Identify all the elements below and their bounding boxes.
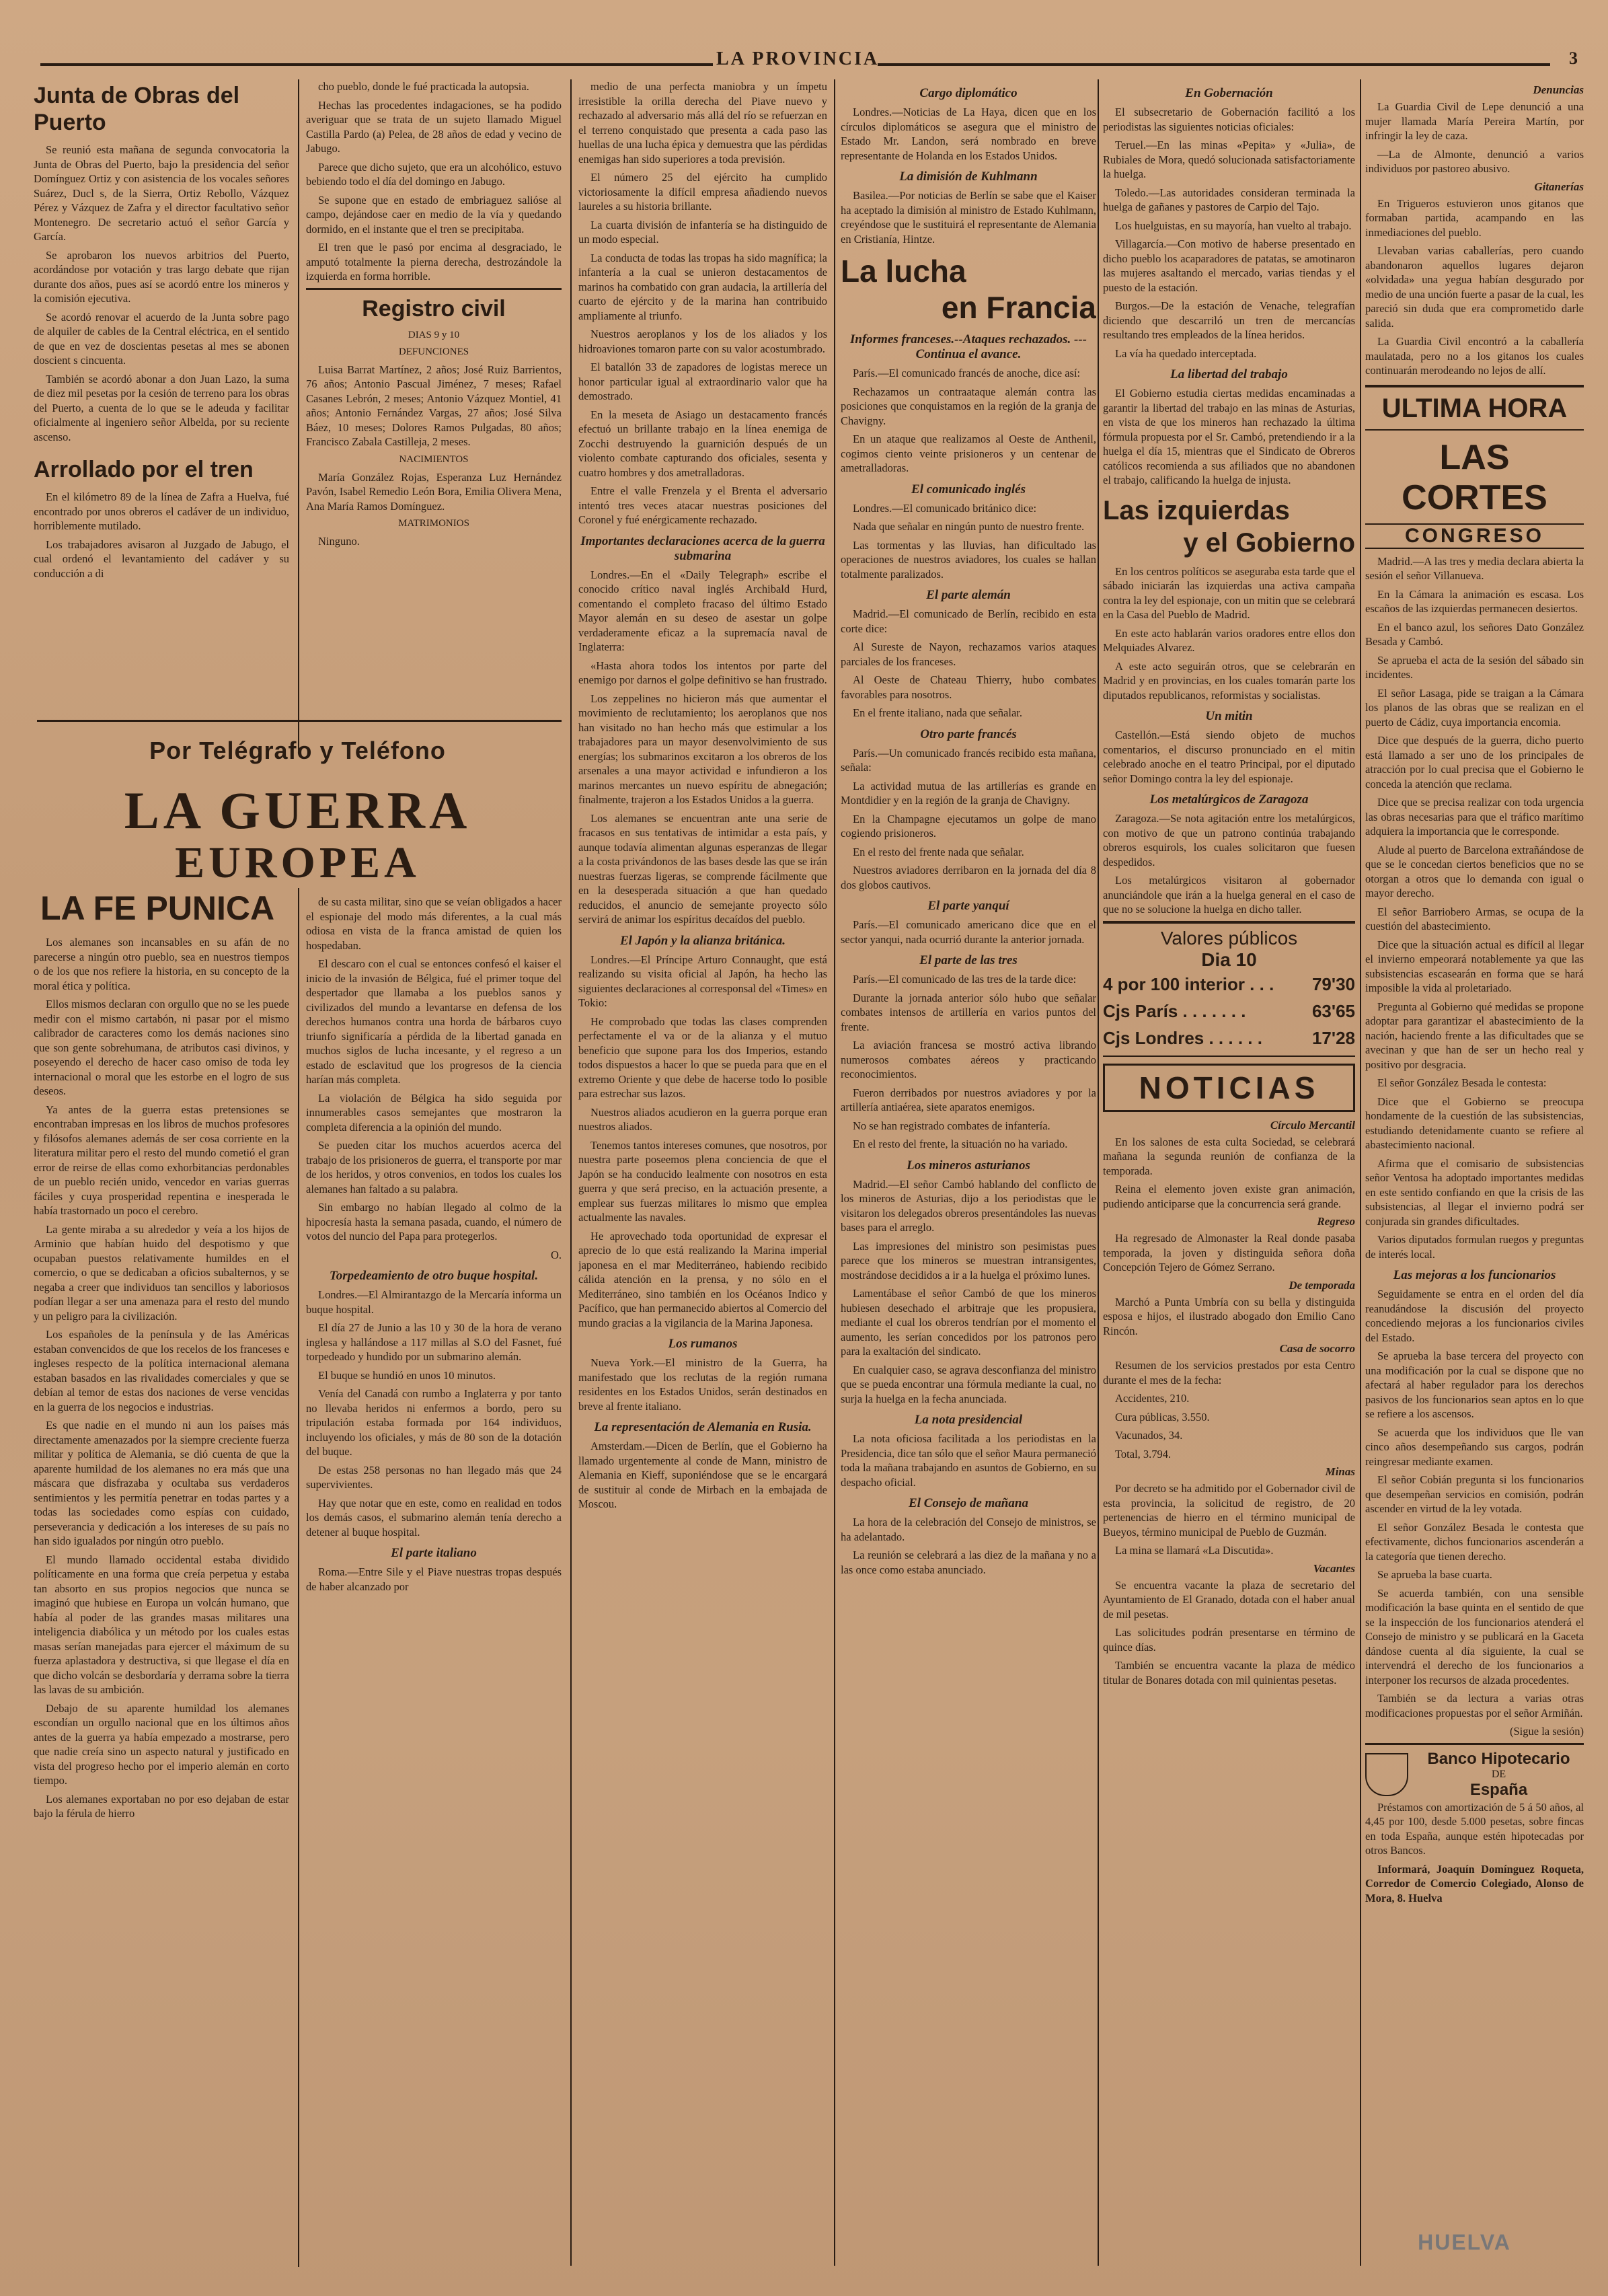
article-paragraph: La Guardia Civil de Lepe denunció a una mujer llamada María Pereira Martín, por infringir la ley de caza.	[1365, 100, 1584, 142]
article-paragraph: Amsterdam.—Dicen de Berlín, que el Gobierno ha llamado urgentemente al conde de Mann, ministro de Alemania en Kieff, suponiéndose que se le encargará de sustituir al conde de Mirbach en la embajada de Moscou.	[578, 1440, 827, 1510]
coat-of-arms-icon	[1365, 1753, 1408, 1796]
article-paragraph: La cuarta división de infantería se ha distinguido de un modo especial.	[578, 218, 827, 246]
headline-dimision: La dimisión de Kuhlmann	[899, 170, 1038, 184]
headline-parte-italiano: El parte italiano	[391, 1546, 477, 1560]
article-paragraph: Marchó a Punta Umbría con su bella y distinguida esposa e hijos, el ilustrado abogado don Emilio Cano Rincón.	[1103, 1295, 1355, 1337]
registro-dias: DIAS 9 y 10	[408, 329, 460, 340]
article-paragraph: No se han registrado combates de infantería.	[853, 1119, 1050, 1132]
article-paragraph: Londres.—En el «Daily Telegraph» escribe el conocido crítico naval inglés Archibald Hurd, comentando el completo fracaso del último Estado Mayor alemán en su deseo de asestar un golpe verdaderamente eficaz a la supremacía naval de Inglaterra:	[578, 568, 827, 653]
article-paragraph: En este acto hablarán varios oradores entre ellos don Melquiades Alvarez.	[1103, 626, 1355, 654]
article-paragraph: En el resto del frente, la situación no ha variado.	[853, 1138, 1068, 1150]
article-paragraph: Zaragoza.—Se nota agitación entre los metalúrgicos, con motivo de que un patrono continúa trabajando obreros esquirols, los cuales solicitaron que fuesen despedidos.	[1103, 812, 1355, 868]
headline-temporada: De temporada	[1289, 1278, 1355, 1292]
article-paragraph: El señor González Besada le contesta:	[1377, 1076, 1547, 1089]
article-paragraph: Vacunados, 34.	[1115, 1429, 1183, 1442]
article-paragraph: En la Champagne ejecutamos un golpe de mano cogiendo prisioneros.	[841, 812, 1096, 840]
article-paragraph: Burgos.—De la estación de Venache, telegrafían diciendo que descarriló un tren de mercancías resultando tres empleados de la línea heridos.	[1103, 299, 1355, 341]
article-paragraph: Se acuerda que los individuos que lle van cinco años desempeñando sus cargos, podrán reingresar mediante examen.	[1365, 1425, 1584, 1468]
article-paragraph: Se reunió esta mañana de segunda convocatoria la Junta de Obras del Puerto, bajo la presidencia del señor Domínguez Ortiz y con asistencia de los vocales señores Suárez, Ducl s, de la Sierra, Ortiz Rebollo, Vázquez Pérez y Vázquez de Zafra y el director facultativo señor Montenegro. De secretario actuó el señor García y García.	[34, 143, 289, 243]
headline-gobernacion: En Gobernación	[1185, 86, 1273, 100]
article-paragraph: La mina se llamará «La Discutida».	[1115, 1544, 1274, 1557]
article-paragraph: Se aprobaron los nuevos arbitrios del Puerto, acordándose por votación y tras largo debate que rijan durante dos años, pues así se acordó entre los mineros y la comisión ejecutiva.	[34, 248, 289, 305]
article-paragraph: El mundo llamado occidental estaba dividido políticamente en una forma que creía perpetua y estaba tan absorto en sus propios negocios que nunca se imaginó que hubiese en Europa un volcán humano, que había al poder de las grandes masas militares una inteligencia diabólica y un método por los cuales estas masas serían manejadas para ejercer el máximum de su fuerza aplastadora y destructiva, si que llegase el día en que dicho volcán se desbordaría y derrama sobre la tierra las lavas de su ambición.	[34, 1553, 289, 1696]
article-paragraph: «Hasta ahora todos los intentos por parte del enemigo por darnos el golpe definitivo se han frustrado.	[578, 659, 827, 686]
banco-info: Informará, Joaquín Domínguez Roqueta, Corredor de Comercio Colegiado, Alonso de Mora, 8. Huelva	[1365, 1862, 1584, 1904]
article-paragraph: Total, 3.794.	[1115, 1447, 1172, 1460]
article-paragraph: Villagarcía.—Con motivo de haberse presentado en dicho pueblo los acaparadores de patatas, se amotinaron las mujeres asaltando el mercado, varias tiendas y el puesto de la estación.	[1103, 237, 1355, 294]
congreso: CONGRESO	[1365, 523, 1584, 549]
signature: O.	[550, 1248, 562, 1261]
article-paragraph: Se aprueba el acta de la sesión del sábado sin incidentes.	[1365, 653, 1584, 681]
article-paragraph: En el kilómetro 89 de la línea de Zafra a Huelva, fué encontrado por unos obreros el cadáver de un individuo, horriblemente mutilado.	[34, 490, 289, 532]
article-paragraph: de su casta militar, sino que se veían obligados a hacer el espionaje del modo más diferentes, a la cual más odiosa en vista de la franca amistad de quien los hospedaban.	[306, 895, 562, 952]
column-rule	[298, 79, 299, 752]
article-paragraph: Reina el elemento joven existe gran animación, pudiendo anticiparse que la concurrencia será grande.	[1103, 1183, 1355, 1210]
article-paragraph: Madrid.—El señor Cambó hablando del conflicto de los mineros de Asturias, dijo a los periodistas que le visitaron los delegados obreros presentándoles las nuevas bases para el arreglo.	[841, 1177, 1096, 1234]
ultima-hora: ULTIMA HORA	[1365, 385, 1584, 431]
article-paragraph: El señor Barriobero Armas, se ocupa de la cuestión del abastecimiento.	[1365, 905, 1584, 932]
article-paragraph: La conducta de todas las tropas ha sido magnífica; la infantería a la cual se unieron destacamentos de marinos ha combatido con gran audacia, la artillería del cuarto de ejército y de la marina han contribuido ampliamente al triunfo.	[578, 251, 827, 322]
headline-minas: Minas	[1325, 1465, 1355, 1478]
article-paragraph: Al Oeste de Chateau Thierry, hubo combates favorables para nosotros.	[841, 673, 1096, 701]
article-paragraph: Sin embargo no habían llegado al colmo de la hipocresía hasta la semana pasada, cuando, el número de votos del nuncio del Papa para protegerlos.	[306, 1201, 562, 1243]
article-paragraph: Entre el valle Frenzela y el Brenta el adversario intentó tres veces atacar nuestras posiciones del Coronel y fué enérgicamente rechazado.	[578, 484, 827, 526]
article-paragraph: Dice que se precisa realizar con toda urgencia las obras necesarias para que el tráfico marítimo adquiera la importancia que le corresponde.	[1365, 796, 1584, 838]
article-paragraph: En el banco azul, los señores Dato González Besada y Cambó.	[1365, 620, 1584, 648]
article-paragraph: Londres.—El comunicado británico dice:	[853, 501, 1037, 515]
headline-fe-punica: LA FE PUNICA	[40, 889, 275, 927]
article-paragraph: También se acordó abonar a don Juan Lazo, la suma de diez mil pesetas por la cesión de terreno para los obras del Puerto, a cuenta de lo que se le adeuda y facilitar oficialmente al ingeniero señor Albelda, por su reciente ascenso.	[34, 372, 289, 443]
article-paragraph: Ya antes de la guerra estas pretensiones se encontraban impresas en los libros de muchos profesores y filósofos alemanes además de ser cosa corriente en la literatura militar pero el resto del mundo cometió el gran error de reirse de ellas como exhorbitancias perdonables de un pueblo recién unido, vencedor en varias guerras fáciles y cuya prosperidad repentina e inesperada le había trastornado un poco el cerebro.	[34, 1103, 289, 1217]
headline-nota: La nota presidencial	[914, 1413, 1023, 1427]
valores-dia: Dia 10	[1201, 949, 1257, 970]
article-paragraph: —La de Almonte, denunció a varios individuos por pastoreo abusivo.	[1365, 147, 1584, 175]
article-paragraph: Parece que dicho sujeto, que era un alcohólico, estuvo bebiendo todo el día del domingo en Jabugo.	[306, 160, 562, 188]
matrimonios-label: MATRIMONIOS	[398, 518, 469, 529]
headline-ingles: El comunicado inglés	[911, 482, 1026, 496]
article-paragraph: Es que nadie en el mundo ni aun los países más directamente amenazados por la siempre creciente fuerza militar y política de Alemania, se dió cuenta de que la aparente humildad de los alemanes no era más que una máscara que disfrazaba y ocultaba sus verdaderos sentimientos y les permitía penetrar en todas partes y a todas las sociedades como espías con cuidado, perseverancia y dedicación a los intereses de su país no han sido igualados por ningún otro pueblo.	[34, 1419, 289, 1547]
archive-seal	[1392, 2230, 1537, 2255]
column-rule	[834, 79, 835, 2266]
headline-metalurgicos: Los metalúrgicos de Zaragoza	[1149, 792, 1309, 807]
column-rule	[298, 888, 299, 2267]
matrimonios-text: Ninguno.	[318, 535, 360, 548]
article-paragraph: Los huelguistas, en su mayoría, han vuelto al trabajo.	[1115, 219, 1352, 232]
article-paragraph: La hora de la celebración del Consejo de ministros, se ha adelantado.	[841, 1516, 1096, 1543]
article-paragraph: En el frente italiano, nada que señalar.	[853, 706, 1022, 719]
article-paragraph: El número 25 del ejército ha cumplido victoriosamente la difícil empresa añadiendo nuevos laureles a su historia brillante.	[578, 171, 827, 213]
headline-denuncias: Denuncias	[1533, 83, 1584, 96]
masthead-rule-right	[878, 63, 1550, 66]
headline-mejoras: Las mejoras a los funcionarios	[1393, 1268, 1556, 1282]
article-paragraph: La violación de Bélgica ha sido seguida por innumerables casos semejantes que mostraron la completa diferencia a la opinión del mundo.	[306, 1091, 562, 1134]
article-paragraph: El señor González Besada le contesta que efectivamente, dichos funcionarios ascenderán a la categoría que tienen derecho.	[1365, 1520, 1584, 1563]
valores-value: 79'30	[1311, 973, 1355, 994]
valores-label: Cjs Londres . . . . . .	[1103, 1027, 1262, 1048]
article-paragraph: Madrid.—El comunicado de Berlín, recibido en esta corte dice:	[841, 607, 1096, 635]
article-paragraph: Seguidamente se entra en el orden del día reanudándose la discusión del proyecto concediendo mejoras a los funcionarios civiles del Estado.	[1365, 1288, 1584, 1344]
headline-junta-obras: Junta de Obras del Puerto	[34, 83, 240, 135]
article-paragraph: He aprovechado toda oportunidad de expresar el aprecio de lo que está realizando la Marina imperial japonesa en el mar Mediterráneo, habiendo recibido cálida atención en la prensa, y no sólo en el Mediterráneo, sino también en los Océanos Indico y Pacífico, que han permanecido abiertos al Comercio del mundo gracias a la vigilancia de la Marina Japonesa.	[578, 1229, 827, 1329]
article-paragraph: Las solicitudes podrán presentarse en término de quince días.	[1103, 1626, 1355, 1654]
banco-text: Préstamos con amortización de 5 á 50 años, al 4,45 por 100, desde 5.000 pesetas, sobre fincas en toda España, aunque estén hipotecadas por otros Bancos.	[1365, 1800, 1584, 1857]
banco-ad	[1365, 1743, 1584, 1906]
seal-text: HUELVA	[1418, 2230, 1511, 2254]
headline-mineros: Los mineros asturianos	[907, 1158, 1030, 1173]
column-3	[578, 79, 827, 2266]
banner-europea: EUROPEA	[175, 838, 420, 887]
valores-value: 17'28	[1311, 1027, 1355, 1048]
article-paragraph: Los alemanes se encuentran ante una serie de fracasos en sus tentativas de intimidar a esta país, y aunque todavía alimentan algunas esperanzas de llegar a la costa privándonos de las bases desde las que se irán nuestras fuerzas ligeras, se comprende fácilmente que en la desesperada situación a que han quedado reducidos, el anuncio de semejante proyecto sólo servirá de animar los espíritus decaídos del pueblo.	[578, 811, 827, 926]
article-paragraph: En los salones de esta culta Sociedad, se celebrará mañana la segunda reunión de confianza de la temporada.	[1103, 1135, 1355, 1177]
headline-mitin: Un mitin	[1205, 709, 1253, 723]
column-2-top	[306, 79, 562, 685]
fe-punica-col1	[34, 935, 289, 2267]
headline-cargo: Cargo diplomático	[919, 86, 1018, 100]
article-paragraph: medio de una perfecta maniobra y un ímpetu irresistible la orilla derecha del Piave nuevo y rechazado al adversario más allá del río se refuerzan en el terreno conquistado que presenta a cada paso las huellas de una lucha épica y demuestra que las pérdidas enemigas han sido superiores a toda previsión.	[578, 80, 827, 165]
valores-row	[1103, 1025, 1355, 1051]
article-paragraph: He comprobado que todas las clases comprenden perfectamente el va or de la alianza y el mutuo beneficio que supone para los dos Imperios, estando todos dispuestos a hacer lo que se pueda para que en el extremo Oriente y que debe de hacerse todo lo posible para estrechar sus lazos.	[578, 1014, 827, 1100]
valores-label: Cjs París . . . . . . .	[1103, 1000, 1246, 1021]
article-paragraph: Castellón.—Está siendo objeto de muchos comentarios, el discurso pronunciado en el mitin celebrado anoche en el teatro Principal, por el diputado señor Domingo contra la ley del espionaje.	[1103, 729, 1355, 785]
column-rule	[1360, 79, 1361, 2266]
las-cortes: LAS CORTES	[1402, 437, 1547, 517]
headline-tres: El parte de las tres	[919, 953, 1018, 967]
article-paragraph: El día 27 de Junio a las 10 y 30 de la hora de verano inglesa y hallándose a 117 millas al S.O del Fasnet, fué torpedeado y hundido por un submarino alemán.	[306, 1321, 562, 1363]
article-paragraph: El Gobierno estudia ciertas medidas encaminadas a garantir la libertad del trabajo en las minas de Asturias, en vista de que los mineros han rechazado la última fórmula propuesta por el Sr. Cambó, pretendiendo ir a la huelga el día 15, mientras que el Sindicato de Obreros católicos recomienda a sus afiliados que no abandonen el trabajo, calificando la huelga de injusta.	[1103, 387, 1355, 486]
headline-aleman: El parte alemán	[926, 588, 1011, 602]
headline-la-lucha: La lucha	[841, 254, 966, 289]
headline-rumanos: Los rumanos	[668, 1337, 738, 1351]
article-paragraph: El subsecretario de Gobernación facilitó a los periodistas las siguientes noticias oficiales:	[1103, 106, 1355, 133]
article-paragraph: Londres.—Noticias de La Haya, dicen que en los círculos diplomáticos se asegura que el ministro de Estado Mr. Landon, será nombrado en breve representante de Holanda en los Estados Unidos.	[841, 106, 1096, 162]
article-paragraph: Se aprueba la base tercera del proyecto con una modificación por la cual se dispone que no afectará al haber regulador para los derechos pasivos de los funcionarios sean aptos en lo que se refiere a los ascensos.	[1365, 1349, 1584, 1420]
article-paragraph: Ha regresado de Almonaster la Real donde pasaba temporada, la joven y distinguida señora doña Concepción Tejero de Gómez Serrano.	[1103, 1232, 1355, 1273]
column-rule	[1098, 79, 1099, 2266]
article-paragraph: París.—Un comunicado francés recibido esta mañana, señala:	[841, 746, 1096, 774]
valores-label: 4 por 100 interior . . .	[1103, 973, 1274, 994]
article-paragraph: Pregunta al Gobierno qué medidas se propone adoptar para garantizar el abastecimiento de la nación, haciendo frente a las dificultades que se avecinan y que han de ser un hecho real y positivo por desgracia.	[1365, 1000, 1584, 1071]
article-paragraph: El señor Lasaga, pide se traigan a la Cámara los planos de las obras que se realizan en el puerto de Cádiz, cuya importancia encomia.	[1365, 686, 1584, 729]
headline-japon: El Japón y la alianza británica.	[620, 933, 786, 948]
article-paragraph: París.—El comunicado americano dice que en el sector yanqui, nada ocurrió durante la anterior jornada.	[841, 918, 1096, 946]
headline-socorro: Casa de socorro	[1279, 1342, 1355, 1355]
article-paragraph: Madrid.—A las tres y media declara abierta la sesión el señor Villanueva.	[1365, 554, 1584, 582]
article-paragraph: Llevaban varias caballerías, pero cuando abandonaron aquellos lugares dejaron «olvidada» una yegua habían desgurado por medio de una unción fuerte a pasar de la cual, les pareció sin duda que era comprometido darle salida.	[1365, 244, 1584, 330]
article-paragraph: Los metalúrgicos visitaron al gobernador anunciándole que irán a la huelga general en el caso de que no se solucione la huelga en dicho taller.	[1103, 874, 1355, 916]
article-paragraph: Se acuerda también, con una sensible modificación la base quinta en el sentido de que se la inspección de los funcionarios atenderá el Consejo de ministro y se publicará en la Gaceta dándose cuenta al día siguiente, la cual se intervendrá el derecho de los funcionarios a interponer los recursos de alzada procedentes.	[1365, 1586, 1584, 1687]
article-paragraph: El señor Cobián pregunta si los funcionarios que desempeñan servicios en comisión, podrán ascender en virtud de la ley votada.	[1365, 1473, 1584, 1515]
valores-row	[1103, 971, 1355, 998]
article-paragraph: También se encuentra vacante la plaza de médico titular de Bonares dotada con mil quinientas pesetas.	[1103, 1659, 1355, 1687]
article-paragraph: La reunión se celebrará a las diez de la mañana y no a las once como estaba anunciado.	[841, 1549, 1096, 1576]
article-paragraph: Hay que notar que en este, como en realidad en todos los demás casos, el submarino alemán tenía derecho a detener al buque hospital.	[306, 1496, 562, 1539]
article-paragraph: Los trabajadores avisaron al Juzgado de Jabugo, el cual ordenó el levantamiento del cadáver y su conducción a di	[34, 538, 289, 580]
article-paragraph: El buque se hundió en unos 10 minutos.	[318, 1368, 496, 1382]
masthead-rule-left	[40, 63, 713, 66]
article-paragraph: En Trigueros estuvieron unos gitanos que formaban partida, acampando en las inmediaciones del pueblo.	[1365, 196, 1584, 239]
headline-representacion: La representación de Alemania en Rusia.	[594, 1420, 812, 1434]
headline-registro-civil: Registro civil	[306, 288, 562, 322]
article-paragraph: Por decreto se ha admitido por el Gobernador civil de esta provincia, la solicitud de registro, de 20 pertenencias de hierro en el término municipal de Bueyos, término municipal de Pueblo de Guzmán.	[1103, 1482, 1355, 1539]
headline-vacantes: Vacantes	[1313, 1561, 1355, 1575]
article-paragraph: París.—El comunicado de las tres de la tarde dice:	[853, 973, 1077, 986]
article-paragraph: Debajo de su aparente humildad los alemanes escondían un orgullo nacional que en los últimos años antes de la guerra ya había empezado a mostrarse, pero que nadie creía sino un aspecto natural y justificado en vista del progreso hecho por el imperio alemán en corto tiempo.	[34, 1701, 289, 1787]
article-paragraph: Tenemos tantos intereses comunes, que nosotros, por nuestra parte poseemos plena conciencia de que el Japón se ha conducido lealmente con nosotros en esta guerra y que será preciso, en la actuación presente, a emplear sus fuerzas militares lo mismo que emplea actualmente las navales.	[578, 1138, 827, 1224]
valores-title: Valores públicos	[1160, 927, 1298, 949]
headline-circulo: Círculo Mercantil	[1270, 1118, 1355, 1132]
article-paragraph: Nueva York.—El ministro de la Guerra, ha manifestado que los reclutas de la región rumana residentes en los Estados Unidos, serán destinados en breve al frente italiano.	[578, 1356, 827, 1413]
article-paragraph: Londres.—El Príncipe Arturo Connaught, que está realizando su visita oficial al Japón, ha hecho las siguientes declaraciones al corresponsal del «Times» en Tokio:	[578, 953, 827, 1009]
article-paragraph: Alude al puerto de Barcelona extrañándose de que se le concedan ciertos beneficios que no se otorgan a otros que lo demanda con igual o mayor derecho.	[1365, 843, 1584, 899]
nacimientos-label: NACIMIENTOS	[399, 453, 469, 465]
article-paragraph: En cualquier caso, se agrava desconfianza del ministro que se pueda encontrar una fórmula mediante la cual, no surja la huelga en la fecha anunciada.	[841, 1363, 1096, 1405]
noticias-title: NOTICIAS	[1103, 1064, 1355, 1112]
article-paragraph: París.—El comunicado francés de anoche, dice así:	[853, 367, 1081, 379]
article-paragraph: Nuestros aviadores derribaron en la jornada del día 8 dos globos cautivos.	[841, 864, 1096, 891]
article-paragraph: Teruel.—En las minas «Pepita» y «Julia», de Rubiales de Mora, quedó solucionada satisfactoriamente la huelga.	[1103, 139, 1355, 180]
valores-publicos-box	[1103, 921, 1355, 1057]
article-paragraph: Durante la jornada anterior sólo hubo que señalar combates intensos de artillería en varios puntos del frente.	[841, 991, 1096, 1033]
article-paragraph: Varios diputados formulan ruegos y preguntas de interés local.	[1365, 1233, 1584, 1261]
article-paragraph: El tren que le pasó por encima al desgraciado, le amputó totalmente la pierna derecha, destrozándole la izquierda en forma horrible.	[306, 241, 562, 283]
article-paragraph: Accidentes, 210.	[1115, 1392, 1190, 1405]
article-paragraph: La actividad mutua de las artillerías es grande en Montdidier y en la región de la granja de Chavigny.	[841, 779, 1096, 807]
page-number: 3	[1569, 48, 1578, 68]
article-paragraph: Roma.—Entre Sile y el Piave nuestras tropas después de haber alcanzado por	[306, 1565, 562, 1593]
article-paragraph: Los alemanes son incansables en su afán de no parecerse a ningún otro pueblo, sea en nuestros tiempos o de los que nos refiere la historia, en su concepto de la moral ética y política.	[34, 936, 289, 992]
article-paragraph: En la meseta de Asiago un destacamento francés efectuó un brillante trabajo en la línea enemiga de Zocchi destruyendo la guarnición después de un violento combate capturando dos oficiales, sesenta y cuatro hombres y dos ametralladoras.	[578, 408, 827, 479]
headline-yanqui: El parte yanquí	[927, 899, 1009, 913]
article-paragraph: Basilea.—Por noticias de Berlín se sabe que el Kaiser ha aceptado la dimisión al ministro de Estado Kuhlmann, creyéndose que le sustituirá el representante de Alemania en Cristianía, Hintze.	[841, 189, 1096, 246]
article-paragraph: Los zeppelines no hicieron más que aumentar el movimiento de reclutamiento; los aeroplanos que nos han visitado no han hecho más que estimular a los trabajadores para un mayor desenvolvimiento de sus energías; los submarinos excitaron a los obreros de los arsenales a una mayor actividad e infundieron a los marinos mercantes un nuevo espíritu de abnegación; finalmente, trajeron a los Estados Unidos a la guerra.	[578, 692, 827, 806]
article-paragraph: Los alemanes exportaban no por eso dejaban de estar bajo la férula de hierro	[34, 1792, 289, 1820]
banner-la-guerra: LA GUERRA	[124, 781, 471, 840]
article-paragraph: Nuestros aeroplanos y los de los aliados y los hidroaviones tomaron parte con su valor acostumbrado.	[578, 328, 827, 355]
banco-de: DE	[1491, 1768, 1506, 1780]
article-paragraph: La gente miraba a su alrededor y veía a los hijos de Arminio que habían huido del despotismo y que ocupaban puestos relativamente humildes en el comercio, o que se dedicaban a oficios subalternos, y se negaba a creer que individuos tan sencillos y laboriosos podían llegar a ser una amenaza para el resto del mundo y un peligro para la civilización.	[34, 1222, 289, 1323]
article-paragraph: La Guardia Civil encontró a la caballería maulatada, pero no a los gitanos los cuales continuarán merodeando no lejos de allí.	[1365, 335, 1584, 377]
article-paragraph: Se encuentra vacante la plaza de secretario del Ayuntamiento de El Granado, dotada con el haber anual de mil pesetas.	[1103, 1578, 1355, 1621]
article-paragraph: Dice que después de la guerra, dicho puerto está llamado a ser uno de los principales de atracción por lo cual precisa que el Gobierno le conceda la atención que reclama.	[1365, 734, 1584, 790]
headline-regreso: Regreso	[1317, 1215, 1355, 1228]
article-paragraph: Hechas las procedentes indagaciones, se ha podido averiguar que se trata de un sujeto llamado Miguel Castilla Pardo (a) Pelea, de 28 años de edad y vecino de Jabugo.	[306, 98, 562, 155]
article-paragraph: Al Sureste de Nayon, rechazamos varios ataques parciales de los franceses.	[841, 640, 1096, 668]
banner-rule	[37, 720, 562, 722]
article-paragraph: En los centros políticos se aseguraba esta tarde que el sábado iniciarán las izquierdas una activa campaña contra la ley del espionaje, con un mitin que se celebrará en la Casa del Pueblo de Madrid.	[1103, 564, 1355, 621]
headline-otro-frances: Otro parte francés	[920, 727, 1017, 741]
nacimientos-text: María González Rojas, Esperanza Luz Hernández Pavón, Isabel Remedio León Bora, Emilia Olivera Mena, Ana María Ramos Domínguez.	[306, 470, 562, 513]
article-paragraph: Dice que el Gobierno se preocupa hondamente de la cuestión de las subsistencias, estudiando detenidamente cuanto se refiere al abastecimiento nacional.	[1365, 1095, 1584, 1151]
article-paragraph: Nada que señalar en ningún punto de nuestro frente.	[853, 520, 1085, 533]
article-paragraph: De estas 258 personas no han llegado más que 24 supervivientes.	[306, 1463, 562, 1491]
article-paragraph: La vía ha quedado interceptada.	[1115, 346, 1257, 360]
article-paragraph: Cura públicas, 3.550.	[1115, 1410, 1210, 1423]
article-paragraph: Venía del Canadá con rumbo a Inglaterra y por tanto no llevaba heridos ni enfermos a bordo, pero su tripulación estaba formada por 164 individuos, incluyendo los oficiales, y más de 80 son de la dotación del buque.	[306, 1387, 562, 1458]
column-5	[1103, 79, 1355, 2266]
headline-libertad: La libertad del trabajo	[1170, 367, 1288, 381]
article-paragraph: Fueron derribados por nuestros aviadores y por la artillería antiaérea, siete aparatos enemigos.	[841, 1086, 1096, 1113]
article-paragraph: Las impresiones del ministro son pesimistas pues parece que los mineros se muestran intransigentes, mostrándose decididos a ir a la huelga el próximo lunes.	[841, 1239, 1096, 1282]
headline-importantes: Importantes declaraciones acerca de la guerra submarina	[580, 533, 825, 563]
article-paragraph: Se aprueba la base cuarta.	[1377, 1568, 1492, 1581]
article-paragraph: El descaro con el cual se entonces confesó el kaiser el inicio de la invasión de Bélgica, fué el primer toque del despertador que llamaba a los pueblos sanos y civilizados del mundo a levantarse en defensa de los derechos humanos contra una horda de bárbaros cuyo triunfo significaría a pérdida de la libertad ganada en muchos siglos de lucha incesante, y el regreso a un estado de esclavitud que los progresos de la ciencia harían más completa.	[306, 957, 562, 1086]
article-paragraph: Se acordó renovar el acuerdo de la Junta sobre pago de alquiler de cables de la Central eléctrica, en el sentido de que en vez de doscientas pesetas al mes se abonen doscient s cincuenta.	[34, 310, 289, 367]
article-paragraph: Rechazamos un contraataque alemán contra las posiciones que conquistamos en la región de la granja de Chavigny.	[841, 385, 1096, 427]
article-paragraph: En un ataque que realizamos al Oeste de Anthenil, cogimos ciento veinte prisioneros y un centenar de ametralladoras.	[841, 433, 1096, 474]
article-paragraph: Afirma que el comisario de subsistencias señor Ventosa ha adoptado importantes medidas en este sentido confiando en que la crisis de las subsistencias, al llegar el invierno podrá ser conjurada sin grandes dificultades.	[1365, 1156, 1584, 1228]
article-paragraph: También se da lectura a varias otras modificaciones propuestas por el señor Armiñán.	[1365, 1692, 1584, 1719]
headline-informes: Informes franceses.--Ataques rechazados. --- Continua el avance.	[849, 332, 1087, 361]
headline-gobierno: y el Gobierno	[1183, 527, 1355, 558]
article-paragraph: Nuestros aliados acudieron en la guerra porque eran nuestros aliados.	[578, 1105, 827, 1133]
article-paragraph: Ellos mismos declaran con orgullo que no se les puede medir con el mismo cartabón, ni pasar por el mismo calibrador de caracteres como los demás naciones sino que son gente sobrehumana, de atributos casi divinos, y poseyendo el derecho de hacer caso omiso de toda ley internacional o moral que les estorbe en el logro de sus deseos.	[34, 998, 289, 1097]
masthead-title: LA PROVINCIA	[716, 48, 880, 69]
fe-punica-col2	[306, 895, 562, 2267]
headline-izquierdas: Las izquierdas	[1103, 495, 1290, 525]
article-paragraph: Las tormentas y las lluvias, han dificultado las operaciones de nuestros aviadores, los cuales se hallan totalmente paralizados.	[841, 538, 1096, 581]
banco-espana: España	[1469, 1780, 1528, 1799]
headline-consejo: El Consejo de mañana	[909, 1496, 1028, 1510]
column-6	[1365, 79, 1584, 2225]
headline-en-francia: en Francia	[941, 290, 1096, 325]
article-paragraph: Resumen de los servicios prestados por esta Centro durante el mes de la fecha:	[1103, 1359, 1355, 1386]
article-paragraph: Toledo.—Las autoridades consideran terminada la huelga de gañanes y pastores de Carpio del Tajo.	[1103, 186, 1355, 213]
sigue-sesion: (Sigue la sesión)	[1510, 1725, 1584, 1738]
banco-title: Banco Hipotecario	[1427, 1749, 1570, 1768]
valores-row	[1103, 998, 1355, 1025]
article-paragraph: cho pueblo, donde le fué practicada la autopsia.	[318, 80, 529, 93]
article-paragraph: La nota oficiosa facilitada a los periodistas en la Presidencia, dice tan sólo que el señor Maura permaneció toda la mañana trabajando en asuntos de Gobierno, en su despacho oficial.	[841, 1432, 1096, 1489]
article-paragraph: El batallón 33 de zapadores de logistas merece un honor particular igual al extraordinario valor que ha demostrado.	[578, 361, 827, 402]
article-paragraph: Dice que la situación actual es difícil al llegar el invierno empeorará notablemente ya que las subsistencias escasearán en forma que se hará imposible la vida al proletariado.	[1365, 938, 1584, 994]
banner-telegrafo: Por Telégrafo y Teléfono	[149, 737, 446, 764]
article-paragraph: Lamentábase el señor Cambó de que los mineros hubiesen desechado el arbitraje que les propusiera, mediante el cual los obreros tendrían por el momento el aumento, les serían concedidos por los patronos pero para la exaltación del sindicato.	[841, 1287, 1096, 1358]
headline-arrollado: Arrollado por el tren	[34, 457, 254, 482]
headline-gitanerias: Gitanerías	[1534, 180, 1584, 193]
column-rule	[570, 79, 572, 2266]
article-paragraph: Los españoles de la península y de las Américas estaban convencidos de que los recelos de los franceses e ingleses respecto de la política internacional alemana estaban basados en las rivalidades comerciales y que se debían al temor de estas dos naciones de verse vencidas en la guerra de los negocios e industrias.	[34, 1328, 289, 1413]
article-paragraph: A este acto seguirán otros, que se celebrarán en Madrid y en provincias, en los cuales tomarán parte los diputados republicanos, reformistas y socialistas.	[1103, 659, 1355, 702]
column-1	[34, 79, 289, 685]
column-4	[841, 79, 1096, 2266]
defunciones-label: DEFUNCIONES	[398, 346, 469, 357]
article-paragraph: La aviación francesa se mostró activa librando numerosos combates aéreos y practicando reconocimientos.	[841, 1039, 1096, 1080]
headline-torpedeamiento: Torpedeamiento de otro buque hospital.	[329, 1269, 539, 1283]
defunciones-text: Luisa Barrat Martínez, 2 años; José Ruiz Barrientos, 76 años; Antonio Pascual Jiménez, 7 meses; Rafael Casanes Lebrón, 2 meses; Antonio Vázquez Montiel, 41 años; Antonio Fernández Vargas, 27 años; José Silva Báez, 10 meses; Dolores Ramos Pulgadas, 80 años; Francisco Zabala Castilleja, 2 meses.	[306, 363, 562, 448]
article-paragraph: En el resto del frente nada que señalar.	[853, 845, 1024, 858]
article-paragraph: Se supone que en estado de embriaguez salióse al campo, dejándose caer en medio de la vía y quedando dormido, en el instante que el tren se precipitaba.	[306, 193, 562, 235]
article-paragraph: Se pueden citar los muchos acuerdos acerca del trabajo de los prisioneros de guerra, el transporte por mar de los heridos, y otros convenios, en todos los cuales los alemanes han faltado a su palabra.	[306, 1139, 562, 1195]
article-paragraph: Londres.—El Almirantazgo de la Mercaría informa un buque hospital.	[306, 1288, 562, 1316]
article-paragraph: En la Cámara la animación es escasa. Los escaños de las izquierdas permanecen desiertos.	[1365, 587, 1584, 615]
valores-value: 63'65	[1311, 1000, 1355, 1021]
